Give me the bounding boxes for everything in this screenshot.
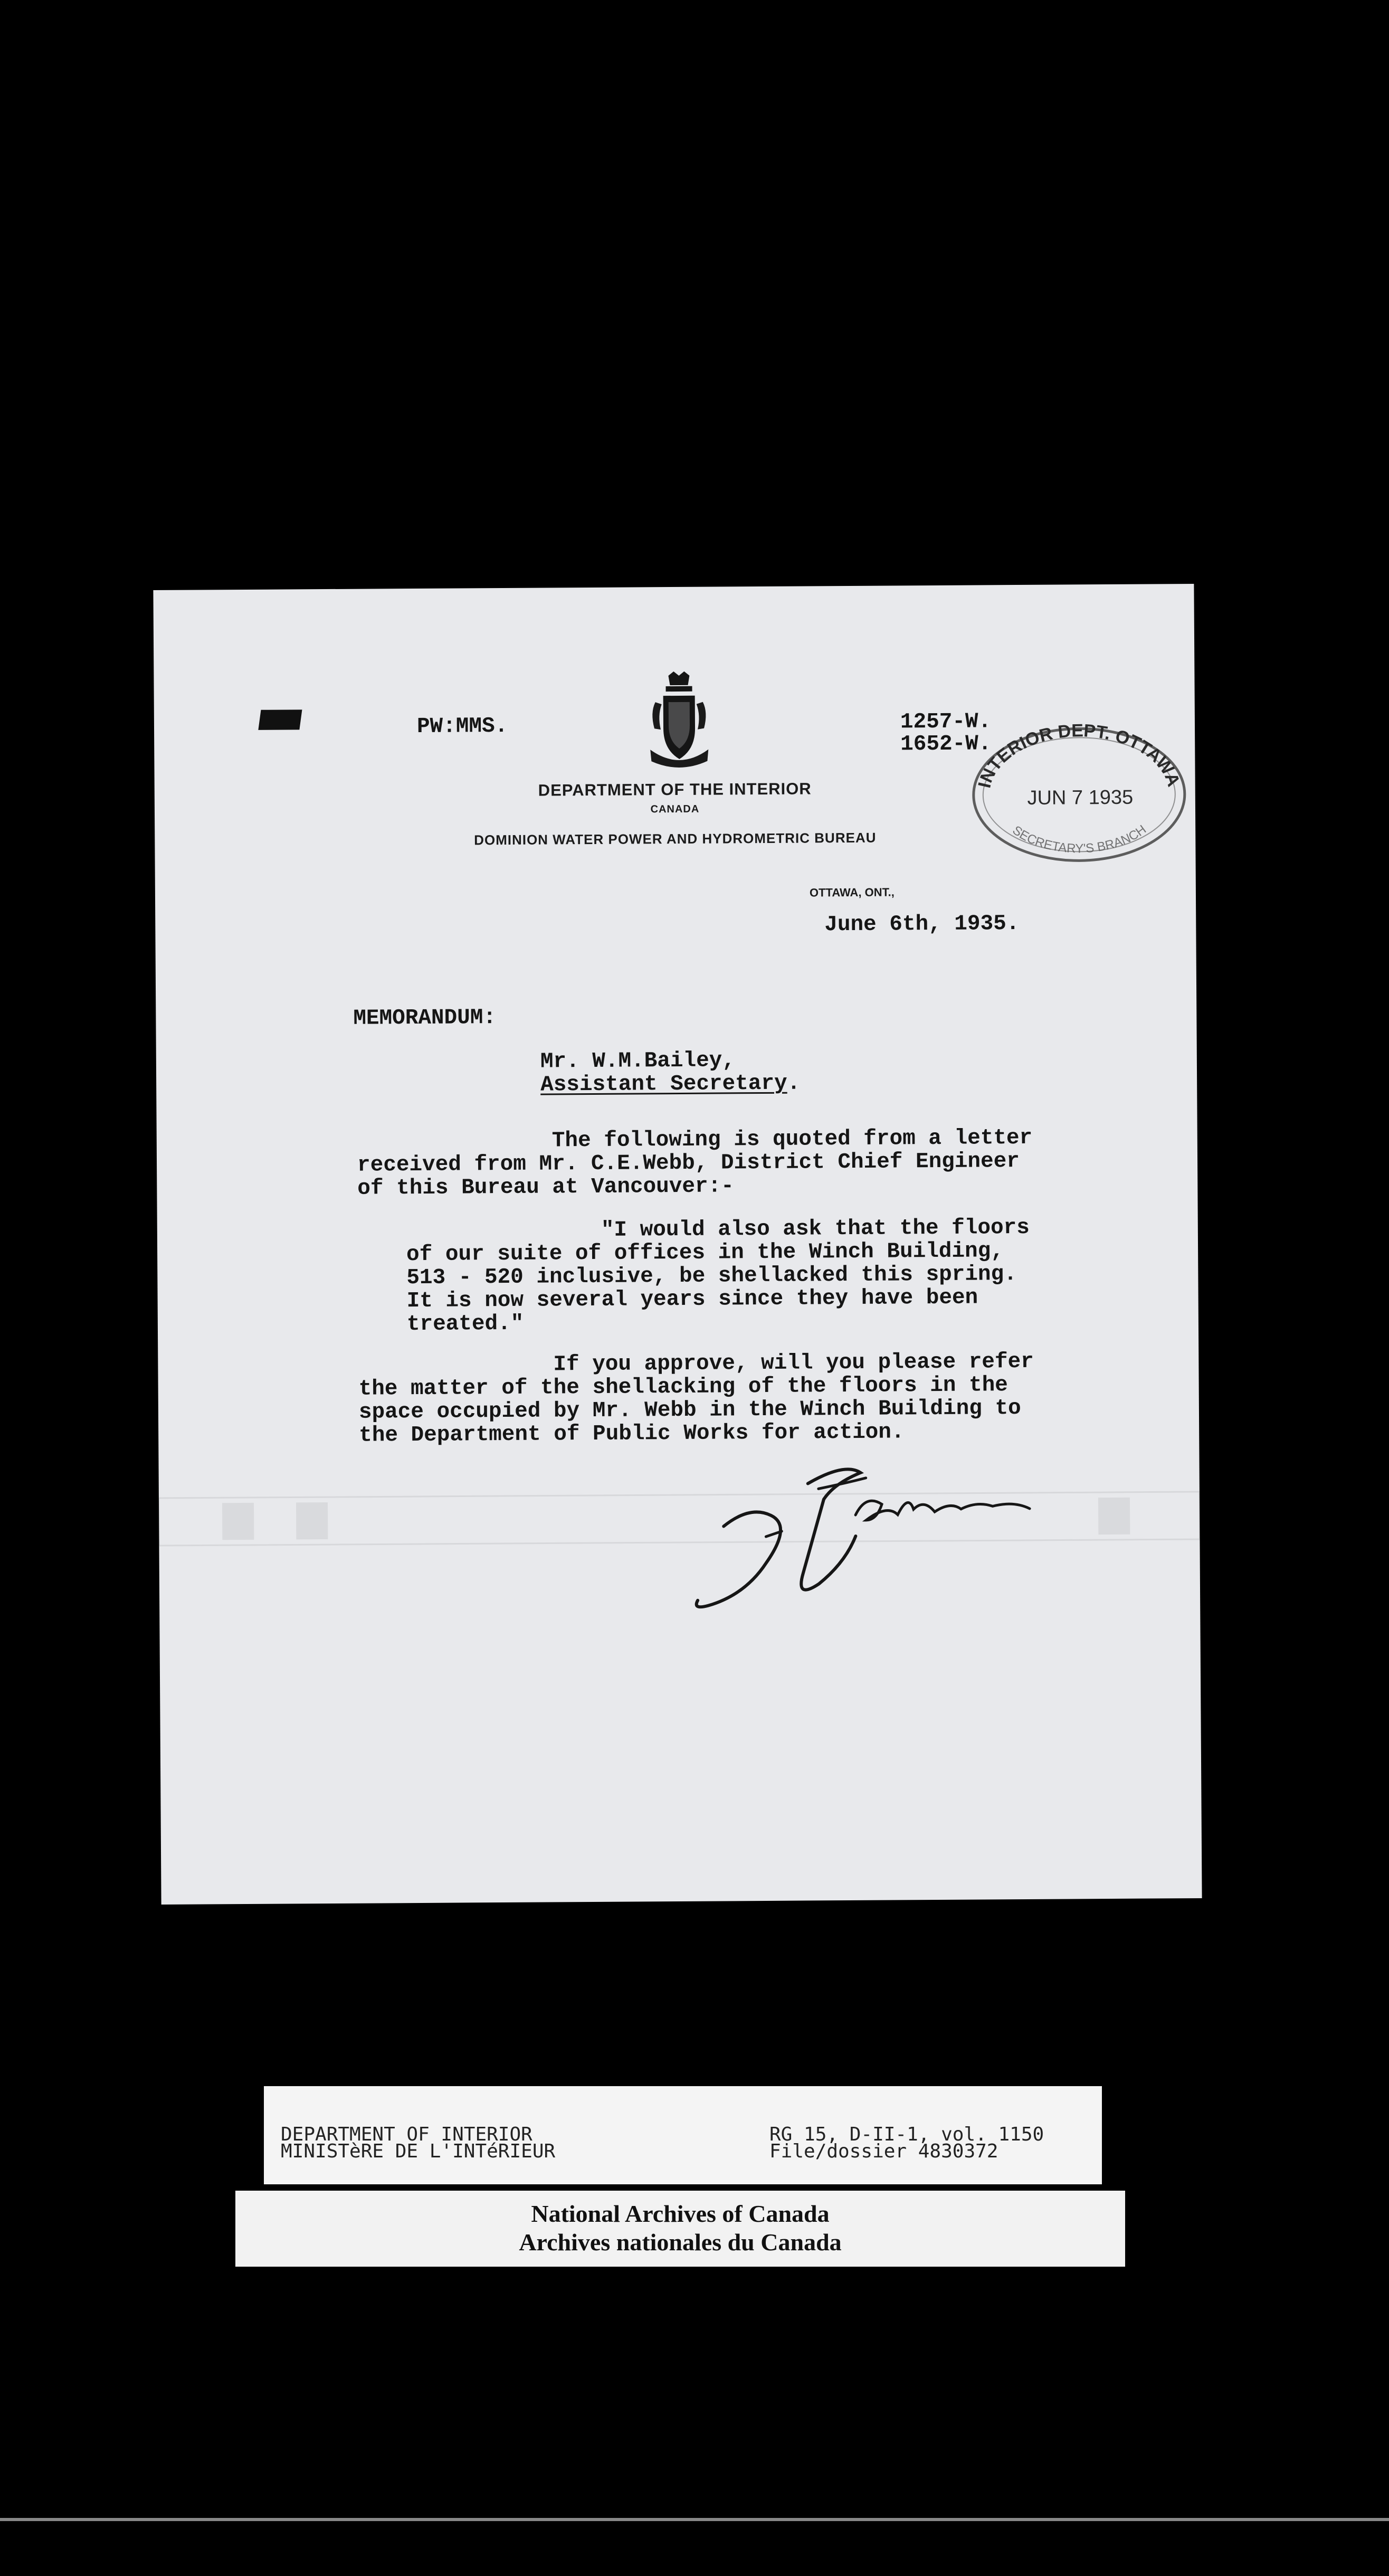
quote-line-5: treated." <box>406 1311 524 1337</box>
archives-name-french: Archives nationales du Canada <box>519 2229 842 2256</box>
paragraph-2-line-3: space occupied by Mr. Webb in the Winch Building to <box>358 1396 1021 1425</box>
stamp-date: JUN 7 1935 <box>1027 786 1134 809</box>
letterhead-department: DEPARTMENT OF THE INTERIOR <box>538 779 812 800</box>
file-number-2: 1652-W. <box>900 732 992 757</box>
addressee-title-line <box>540 1072 800 1097</box>
letterhead-country: CANADA <box>650 803 700 816</box>
quote-line-4: It is now several years since they have been <box>406 1285 978 1314</box>
quote-line-1: "I would also ask that the floors <box>406 1215 1030 1244</box>
stamp-bottom-text: SECRETARY'S BRANCH <box>1010 822 1149 856</box>
reference-initials: PW:MMS. <box>416 714 508 739</box>
archives-name-english: National Archives of Canada <box>531 2200 830 2227</box>
handwritten-signature <box>686 1451 1046 1622</box>
archive-label-right-line-1: RG 15, D-II-1, vol. 1150 <box>769 2124 1044 2145</box>
paragraph-1-line-3: of this Bureau at Vancouver:- <box>357 1174 735 1201</box>
letter-date: June 6th, 1935. <box>824 912 1020 937</box>
paragraph-1-line-2: received from Mr. C.E.Webb, District Chief Engineer <box>357 1149 1020 1178</box>
memorandum-heading: MEMORANDUM: <box>353 1006 497 1031</box>
stamp-top-text: INTERIOR DEPT. OTTAWA <box>974 721 1184 790</box>
archive-reference-label <box>264 2086 1102 2184</box>
quote-line-2: of our suite of offices in the Winch Building, <box>406 1239 1004 1267</box>
archive-label-left-line-2: MINISTèRE DE L'INTéRIEUR <box>281 2141 556 2162</box>
letterhead-bureau: DOMINION WATER POWER AND HYDROMETRIC BUREAU <box>474 829 877 848</box>
letter-page <box>153 584 1202 1905</box>
archives-name-label <box>235 2191 1125 2267</box>
archive-label-left-line-1: DEPARTMENT OF INTERIOR <box>281 2124 532 2145</box>
scan-edge-line <box>0 2518 1389 2521</box>
addressee-title: Assistant Secretary <box>540 1071 787 1097</box>
file-number-1: 1257-W. <box>900 709 992 735</box>
quote-line-3: 513 - 520 inclusive, be shellacked this spring. <box>406 1262 1017 1291</box>
letter-place: OTTAWA, ONT., <box>809 885 895 899</box>
addressee-period: . <box>787 1071 801 1096</box>
paragraph-2-line-2: the matter of the shellacking of the floors in the <box>358 1373 1008 1401</box>
black-marker-tab <box>258 709 302 730</box>
paragraph-2-line-1: If you approve, will you please refer <box>358 1349 1034 1378</box>
archive-label-right-line-2: File/dossier 4830372 <box>769 2141 998 2162</box>
coat-of-arms-icon <box>639 670 719 771</box>
addressee-name: Mr. W.M.Bailey, <box>540 1048 736 1074</box>
paragraph-2-line-4: the Department of Public Works for action. <box>359 1420 905 1448</box>
paragraph-1-line-1: The following is quoted from a letter <box>357 1125 1033 1154</box>
